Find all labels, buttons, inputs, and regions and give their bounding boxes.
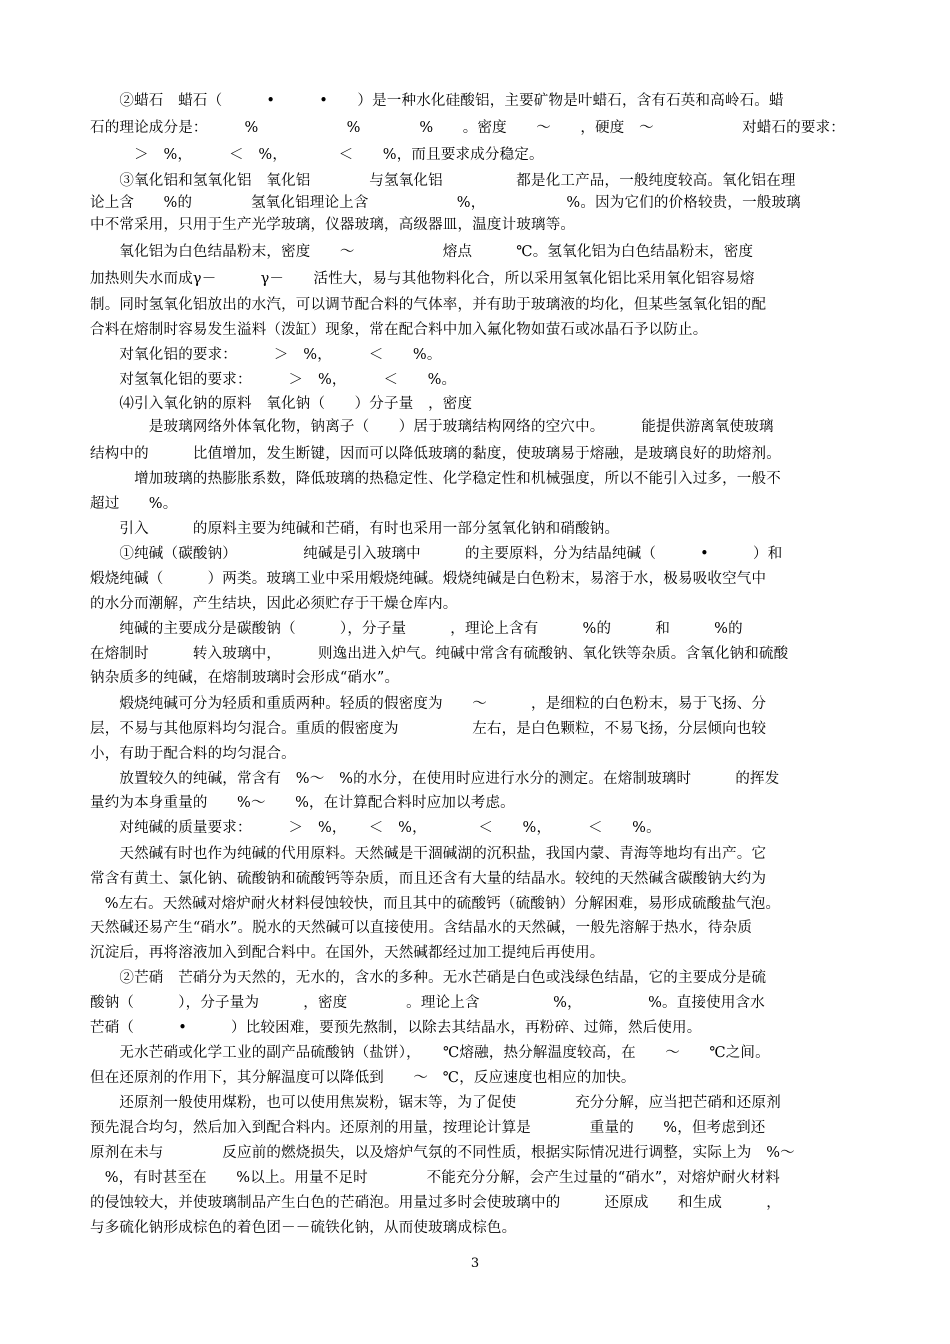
text-line: 对氧化铝的要求： ＞ %， ＜ %。 [90, 347, 442, 363]
text-line: 结构中的 比值增加，发生断键，因而可以降低玻璃的黏度，使玻璃易于熔融，是玻璃良好的助熔剂。 [90, 446, 781, 462]
text-line: ①纯碱（碳酸钠） 纯碱是引入玻璃中 的主要原料，分为结晶纯碱（ • ）和 [90, 546, 783, 562]
text-line: 石的理论成分是： % % % 。密度 ～ ，硬度 ～ 对蜡石的要求： [90, 120, 845, 136]
text-line: 论上含 %的 氢氧化铝理论上含 %， %。因为它们的价格较贵，一般玻璃 [90, 195, 801, 211]
text-line: 层，不易与其他原料均匀混合。重质的假密度为 左右，是白色颗粒，不易飞扬，分层倾向也较 [90, 721, 767, 737]
text-line: 放置较久的纯碱，常含有 %～ %的水分，在使用时应进行水分的测定。在熔制玻璃时 的挥发 [90, 771, 780, 787]
text-line: 量约为本身重量的 %～ %，在计算配合料时应加以考虑。 [90, 795, 515, 811]
text-line: 的水分而潮解，产生结块，因此必须贮存于干燥仓库内。 [90, 596, 458, 612]
text-line: %，有时甚至在 %以上。用量不足时 不能充分分解，会产生过量的“硝水”，对熔炉耐火材料 [90, 1170, 780, 1186]
text-line: ②芒硝 芒硝分为天然的，无水的，含水的多种。无水芒硝是白色或浅绿色结晶，它的主要成分是硫 [90, 970, 767, 986]
text-line: 小，有助于配合料的均匀混合。 [90, 746, 296, 762]
text-line: 天然碱还易产生“硝水”。脱水的天然碱可以直接使用。含结晶水的天然碱，一般先溶解于热水，待杂质 [90, 920, 753, 936]
text-line: 与多硫化钠形成棕色的着色团－－硫铁化钠，从而使玻璃成棕色。 [90, 1220, 517, 1236]
text-line: 煅烧纯碱可分为轻质和重质两种。轻质的假密度为 ～ ，是细粒的白色粉末，易于飞扬、分 [90, 696, 767, 712]
text-line: 引入 的原料主要为纯碱和芒硝，有时也采用一部分氢氧化钠和硝酸钠。 [90, 521, 620, 537]
text-line: 酸钠（ ），分子量为 ，密度 。理论上含 %， %。直接使用含水 [90, 995, 765, 1011]
text-line: 纯碱的主要成分是碳酸钠（ ），分子量 ，理论上含有 %的 和 %的 [90, 621, 743, 637]
text-line: 合料在熔制时容易发生溢料（泼缸）现象，常在配合料中加入氟化物如萤石或冰晶石予以防止。 [90, 322, 708, 338]
page-number: 3 [470, 1256, 480, 1271]
text-line: ③氧化铝和氢氧化铝 氧化铝 与氢氧化铝 都是化工产品，一般纯度较高。氧化铝在理 [90, 173, 796, 189]
text-line: 增加玻璃的热膨胀系数，降低玻璃的热稳定性、化学稳定性和机械强度，所以不能引入过多，一般不 [90, 471, 781, 487]
text-line: 煅烧纯碱（ ）两类。玻璃工业中采用煅烧纯碱。煅烧纯碱是白色粉末，易溶于水，极易吸收空气中 [90, 571, 767, 587]
text-line: 的侵蚀较大，并使玻璃制品产生白色的芒硝泡。用量过多时会使玻璃中的 还原成 和生成 ， [90, 1195, 781, 1211]
text-line: 在熔制时 转入玻璃中， 则逸出进入炉气。纯碱中常含有硫酸钠、氧化铁等杂质。含氧化钠和硫酸 [90, 646, 789, 662]
text-line: ②蜡石 蜡石（ • • ）是一种水化硅酸铝，主要矿物是叶蜡石，含有石英和高岭石。蜡 [90, 93, 784, 109]
text-line: 沉淀后，再将溶液加入到配合料中。在国外，天然碱都经过加工提纯后再使用。 [90, 945, 605, 961]
text-line: 对纯碱的质量要求： ＞ %， ＜ %， ＜ %， ＜ %。 [90, 820, 661, 836]
text-line: 是玻璃网络外体氧化物，钠离子（ ）居于玻璃结构网络的空穴中。 能提供游离氧使玻璃 [90, 419, 774, 435]
text-line: 天然碱有时也作为纯碱的代用原料。天然碱是干涸碱湖的沉积盐，我国内蒙、青海等地均有出产。它 [90, 846, 767, 862]
text-line: 芒硝（ • ）比较困难，要预先熬制，以除去其结晶水，再粉碎、过筛，然后使用。 [90, 1020, 702, 1036]
text-line: 但在还原剂的作用下，其分解温度可以降低到 ～ ℃，反应速度也相应的加快。 [90, 1070, 636, 1086]
text-line: 氧化铝为白色结晶粉末，密度 ～ 熔点 ℃。氢氧化铝为白色结晶粉末，密度 [90, 244, 754, 260]
text-line: 常含有黄土、氯化钠、硫酸钠和硫酸钙等杂质，而且还含有大量的结晶水。较纯的天然碱含碳酸钠大约为 [90, 871, 767, 887]
text-line: ⑷引入氧化钠的原料 氧化钠（ ）分子量 ，密度 [90, 396, 473, 412]
text-line: 制。同时氢氧化铝放出的水汽，可以调节配合料的气体率，并有助于玻璃液的均化，但某些氢氧化铝的配 [90, 297, 767, 313]
text-line: ＞ %， ＜ %， ＜ %，而且要求成分稳定。 [90, 147, 544, 163]
text-line: 钠杂质多的纯碱，在熔制玻璃时会形成“硝水”。 [90, 670, 400, 686]
text-line: 对氢氧化铝的要求： ＞ %， ＜ %。 [90, 372, 457, 388]
text-line: 加热则失水而成γ－ γ－ 活性大，易与其他物料化合，所以采用氢氧化铝比采用氧化铝容易熔 [90, 271, 755, 287]
text-line: 预先混合均匀，然后加入到配合料内。还原剂的用量，按理论计算是 重量的 %，但考虑到还 [90, 1120, 766, 1136]
text-line: 原剂在未与 反应前的燃烧损失，以及熔炉气氛的不同性质，根据实际情况进行调整，实际上为 %～ [90, 1145, 795, 1161]
text-line: 超过 %。 [90, 496, 178, 512]
text-line: %左右。天然碱对熔炉耐火材料侵蚀较快，而且其中的硫酸钙（硫酸钠）分解困难，易形成硫酸盐气泡。 [90, 896, 781, 912]
text-line: 无水芒硝或化学工业的副产品硫酸钠（盐饼）， ℃熔融，热分解温度较高，在 ～ ℃之间。 [90, 1045, 770, 1061]
text-line: 中不常采用，只用于生产光学玻璃，仪器玻璃，高级器皿，温度计玻璃等。 [90, 217, 576, 233]
text-line: 还原剂一般使用煤粉，也可以使用焦炭粉，锯末等，为了促使 充分分解，应当把芒硝和还原剂 [90, 1095, 781, 1111]
